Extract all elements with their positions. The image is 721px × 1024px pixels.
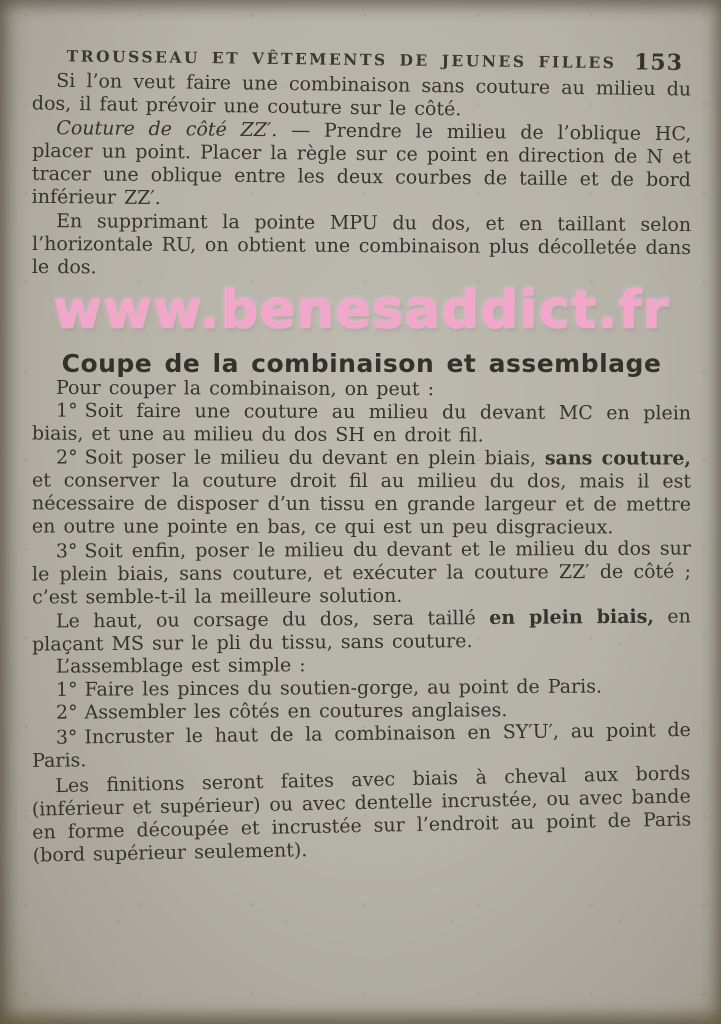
- list-item-2-bold: sans couture,: [544, 447, 692, 470]
- paragraph-le-haut: [32, 605, 691, 656]
- assembly-item-2-text: Assembler les côtés en coutures anglaises.: [84, 699, 508, 724]
- list-item-3-text: Soit enfin, poser le milieu du devant et le milieu du dos sur le plein biais, sans couture, et exécuter la couture ZZ′ de côté ; c’est semble-t-il la meilleure solution.: [31, 537, 692, 609]
- paragraph-couture-de-cote: [32, 117, 692, 215]
- paragraph-pour-couper: Pour couper la combinaison, on peut :: [55, 376, 435, 401]
- em-dash-separator: —: [277, 119, 325, 142]
- paragraph-couture-body: Prendre le milieu de l’oblique HC, placer un point. Placer la règle sur ce point en direction de N et tracer une oblique entre les deux courbes de taille et de bord inférieur ZZ′.: [31, 119, 692, 210]
- section-heading: Coupe de la combinaison et assemblage: [61, 349, 662, 378]
- paragraph-le-haut-post: en plaçant MS sur le pli du tissu, sans couture.: [32, 605, 691, 656]
- paragraph-intro: Si l’on veut faire une combinaison sans couture au milieu du dos, il faut prévoir une couture sur le côté.: [31, 69, 692, 121]
- list-marker-3: 3°: [55, 540, 78, 563]
- list-marker-1: 1°: [56, 399, 78, 422]
- list-item-2: [32, 446, 691, 539]
- page-number: 153: [633, 49, 684, 76]
- paragraph-supprimant: En supprimant la pointe MPU du dos, et en taillant selon l’horizontale RU, on obtient une combinaison plus décolletée dans le dos.: [31, 210, 692, 279]
- assembly-item-1-text: Faire les pinces du soutien-gorge, au point de Paris.: [84, 675, 603, 701]
- list-item-1: [32, 400, 691, 449]
- paragraph-assemblage-intro: L’assemblage est simple :: [55, 654, 306, 678]
- list-item-2-post: et conserver la couture droit fil au milieu du dos, mais il est nécessaire de disposer d’un tissu en grande largeur et de mettre en outre une pointe en bas, ce qui est un peu disgracieux.: [31, 469, 692, 539]
- paragraph-lead-italic: Couture de côté ZZ′.: [56, 117, 278, 142]
- paragraph-le-haut-bold: en plein biais,: [489, 605, 655, 629]
- list-marker-2: 2°: [56, 446, 78, 469]
- list-item-1-text: Soit faire une couture au milieu du devant MC en plein biais, et une au milieu du dos SH en droit fil.: [31, 399, 692, 447]
- assembly-marker-2: 2°: [55, 701, 78, 724]
- assembly-item-3-text: Incruster le haut de la combinaison en SY′U′, au point de Paris.: [32, 718, 691, 773]
- paragraph-le-haut-pre: Le haut, ou corsage du dos, sera taillé: [55, 606, 490, 633]
- running-header-title: TROUSSEAU ET VÊTEMENTS DE JEUNES FILLES: [66, 46, 617, 73]
- watermark-text: www.benesaddict.fr: [53, 280, 670, 341]
- list-item-3: [32, 538, 691, 610]
- assembly-marker-3: 3°: [55, 726, 78, 749]
- list-item-2-pre: Soit poser le milieu du devant en plein biais,: [84, 446, 545, 470]
- assembly-marker-1: 1°: [55, 678, 78, 701]
- paragraph-finitions: Les finitions seront faites avec biais à cheval aux bords (inférieur et supérieur) ou avec dentelle incrustée, ou avec bande en forme découpée et incrustée sur l’endroit au point de Paris (bord supérieur seulement).: [31, 762, 692, 867]
